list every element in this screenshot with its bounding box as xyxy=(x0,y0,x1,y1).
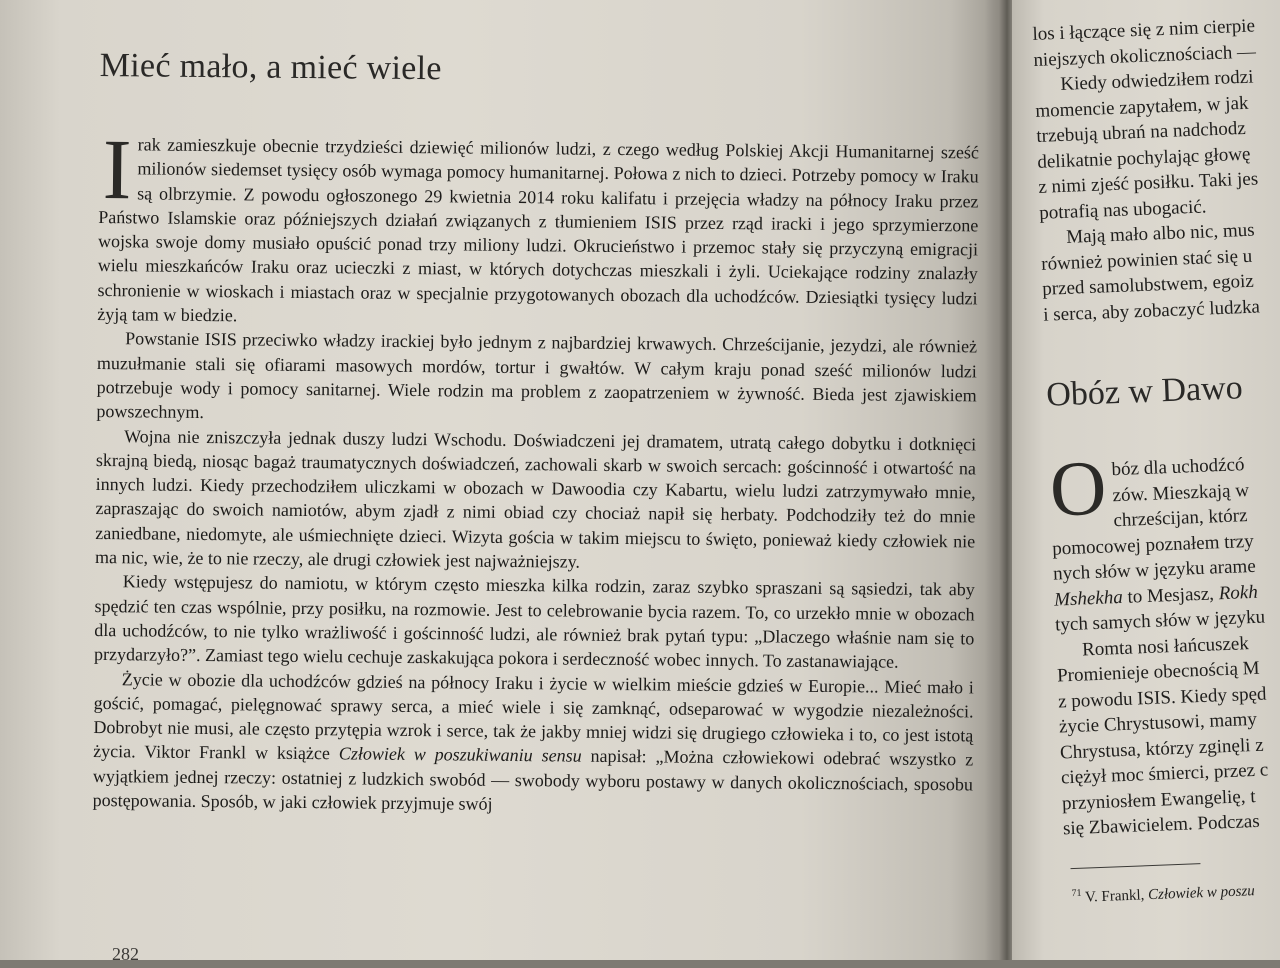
left-page-text xyxy=(91,40,980,968)
text-line: bóz dla uchodźcó xyxy=(1111,454,1245,481)
chapter-title: Mieć mało, a mieć wiele xyxy=(99,46,442,88)
text-line: przyniosłem Ewangelię, t xyxy=(1061,785,1256,814)
paragraph-2: Powstanie ISIS przeciwko władzy irackiej było jednym z najbardziej krwawych. Chrześcijanie, jezydzi, ale również muzułmanie stali się ofiarami masowych mordów, tortur i gwałtów. W całym kraju ponad sześć milionów ludzi potrzebuje wody i pomocy sanitarnej. Wiele rodzin ma problem z zaopatrzeniem w żywność. Bieda jest zjawiskiem powszechnym. xyxy=(96,328,978,423)
right-bottom-block xyxy=(1048,443,1280,842)
text-line: przed samolubstwem, egoiz xyxy=(1041,270,1255,300)
text-line: pomocowej poznałem trzy xyxy=(1051,530,1255,560)
text-line: tych samych słów w języku xyxy=(1054,606,1266,636)
book-title: Człowiek w poszukiwaniu sensu xyxy=(338,743,582,767)
drop-cap: I xyxy=(102,121,132,218)
text-line: Kiedy odwiedziłem rodzi xyxy=(1060,66,1254,95)
section-heading: Obóz w Dawo xyxy=(1045,369,1244,414)
text-line: również powinien stać się u xyxy=(1040,245,1253,275)
right-top-lines xyxy=(1032,10,1280,327)
text-line: niejszych okolicznościach — xyxy=(1033,40,1257,71)
right-page-text xyxy=(1032,10,1280,911)
text-line: los i łączące się z nim cierpie xyxy=(1032,15,1256,45)
text-line: się Zbawicielem. Podczas xyxy=(1062,810,1261,840)
text-line: i serca, aby zobaczyć ludzka xyxy=(1042,295,1261,326)
footnote: $^{71}$ V. Frankl, Człowiek w poszu xyxy=(1071,882,1256,906)
text-line: Romta nosi łańcuszek xyxy=(1081,632,1250,661)
text-line: życie Chrystusowi, mamy xyxy=(1058,708,1258,738)
right-page xyxy=(1012,0,1280,960)
text-line: delikatnie pochylając głowę xyxy=(1036,143,1251,173)
paragraph-1: Irak zamieszkuje obecnie trzydzieści dziewięć milionów ludzi, z czego według Polskiej Akcji Humanitarnej sześć milionów siedemset tysięcy osób wymaga pomocy humanitarnej. Połowa z nich to dzieci. Potrzeby pomocy w Iraku są olbrzymie. Z powodu ogłoszonego 29 kwietnia 2014 roku kalifatu i przejęcia władzy na północy Iraku przez Państwo Islamskie oraz późniejszych działań związanych z tłumieniem ISIS przez rząd iracki i jego sprzymierzone wojska swoje domy musiało opuścić ponad trzy miliony ludzi. Okrucieństwo i przemoc stały się przyczyną emigracji wielu mieszkańców Iraku oraz ucieczki z miast, w których dotychczas mieszkali i żyli. Uciekające rodziny znalazły schronienie w wioskach i miastach oraz w specjalnie przygotowanych obozach dla uchodźców. Dziesiątki tysięcy ludzi żyją tam w biedzie. xyxy=(97,121,980,326)
text-line: Chrystusa, którzy zginęli z xyxy=(1059,734,1265,763)
paragraph-5: Życie w obozie dla uchodźców gdzieś na północy Iraku i życie w wielkim mieście gdzieś w Europie... Mieć mało i gościć, pomagać, pielęgnować sprawy serca, a mieć wiele i się zamknąć, odseparować w wygodzie niezależności. Dobrobyt nie musi, ale często przytępia wzrok i serce, tak że jakby mniej widzi się drugiego człowieka i to, co jest istotą życia. Viktor Frankl w książce Człowiek w poszukiwaniu sensu napisał: „Można człowiekowi odebrać wszystko z wyjątkiem jednej rzeczy: ostatniej z ludzkich swobód — swobody wyboru postawy w danych okolicznościach, sposobu postępowania. Sposób, w jaki człowiek przyjmuje swój xyxy=(92,668,974,814)
text-line: momencie zapytałem, w jak xyxy=(1035,92,1249,122)
text-line: z nimi zjeść posiłku. Taki jes xyxy=(1037,168,1259,198)
text-line: trzebują ubrań na nadchodz xyxy=(1035,117,1247,147)
text-line: Promienieje obecnością M xyxy=(1056,657,1260,687)
text-line: chrześcijan, którz xyxy=(1113,505,1248,532)
right-drop-cap: O xyxy=(1048,443,1108,533)
text-line: Mshekha to Mesjasz, Rokh xyxy=(1053,581,1259,611)
text-line: Mają mało albo nic, mus xyxy=(1065,219,1255,248)
paragraph-4: Kiedy wstępujesz do namiotu, w którym często mieszka kilka rodzin, zaraz szybko spraszani są sąsiedzi, tak aby spędzić ten czas wspólnie, przy posiłku, na rozmowie. Jest to celebrowanie bycia razem. To, co urzekło mnie w obozach dla uchodźców, to nie tylko wrażliwość i gościnność ludzi, ale również brak pytań typu: „Dlaczego właśnie nam się to przydarzyło?”. Zamiast tego wielu cechuje zaskakująca pokora i serdeczność wobec innych. To zastanawiające. xyxy=(94,571,975,672)
text-line: zów. Mieszkają w xyxy=(1112,479,1250,506)
paragraph-3: Wojna nie zniszczyła jednak duszy ludzi Wschodu. Doświadczeni jej dramatem, utratą całego dobytku i dotknięci skrajną biedą, niosąc bagaż traumatycznych doświadczeń, zachowali skarb w swoich sercach: gościnność i otwartość na innych ludzi. Kiedy przechodziłem uliczkami w obozach w Dawoodia czy Kabartu, wielu ludzi zatrzymywało mnie, zapraszając do swoich namiotów, abym zjadł z nimi obiad czy chociaż napił się herbaty. Podchodziły też do mnie zaniedbane, niedomyte, ale uśmiechnięte dzieci. Wizyta gościa w takim miejscu to święto, ponieważ kiedy człowiek nie ma nic, wie, że to nie rzeczy, ale drugi człowiek jest najważniejszy. xyxy=(94,425,977,572)
text-line: potrafią nas ubogacić. xyxy=(1038,195,1207,224)
footnote-rule xyxy=(1070,863,1200,869)
body-text xyxy=(92,121,980,821)
text-line: ciężył moc śmierci, przez c xyxy=(1060,759,1269,789)
text-line: nych słów w języku arame xyxy=(1052,555,1257,585)
page-number: 282 xyxy=(112,944,139,964)
text-line: z powodu ISIS. Kiedy spęd xyxy=(1057,683,1267,712)
